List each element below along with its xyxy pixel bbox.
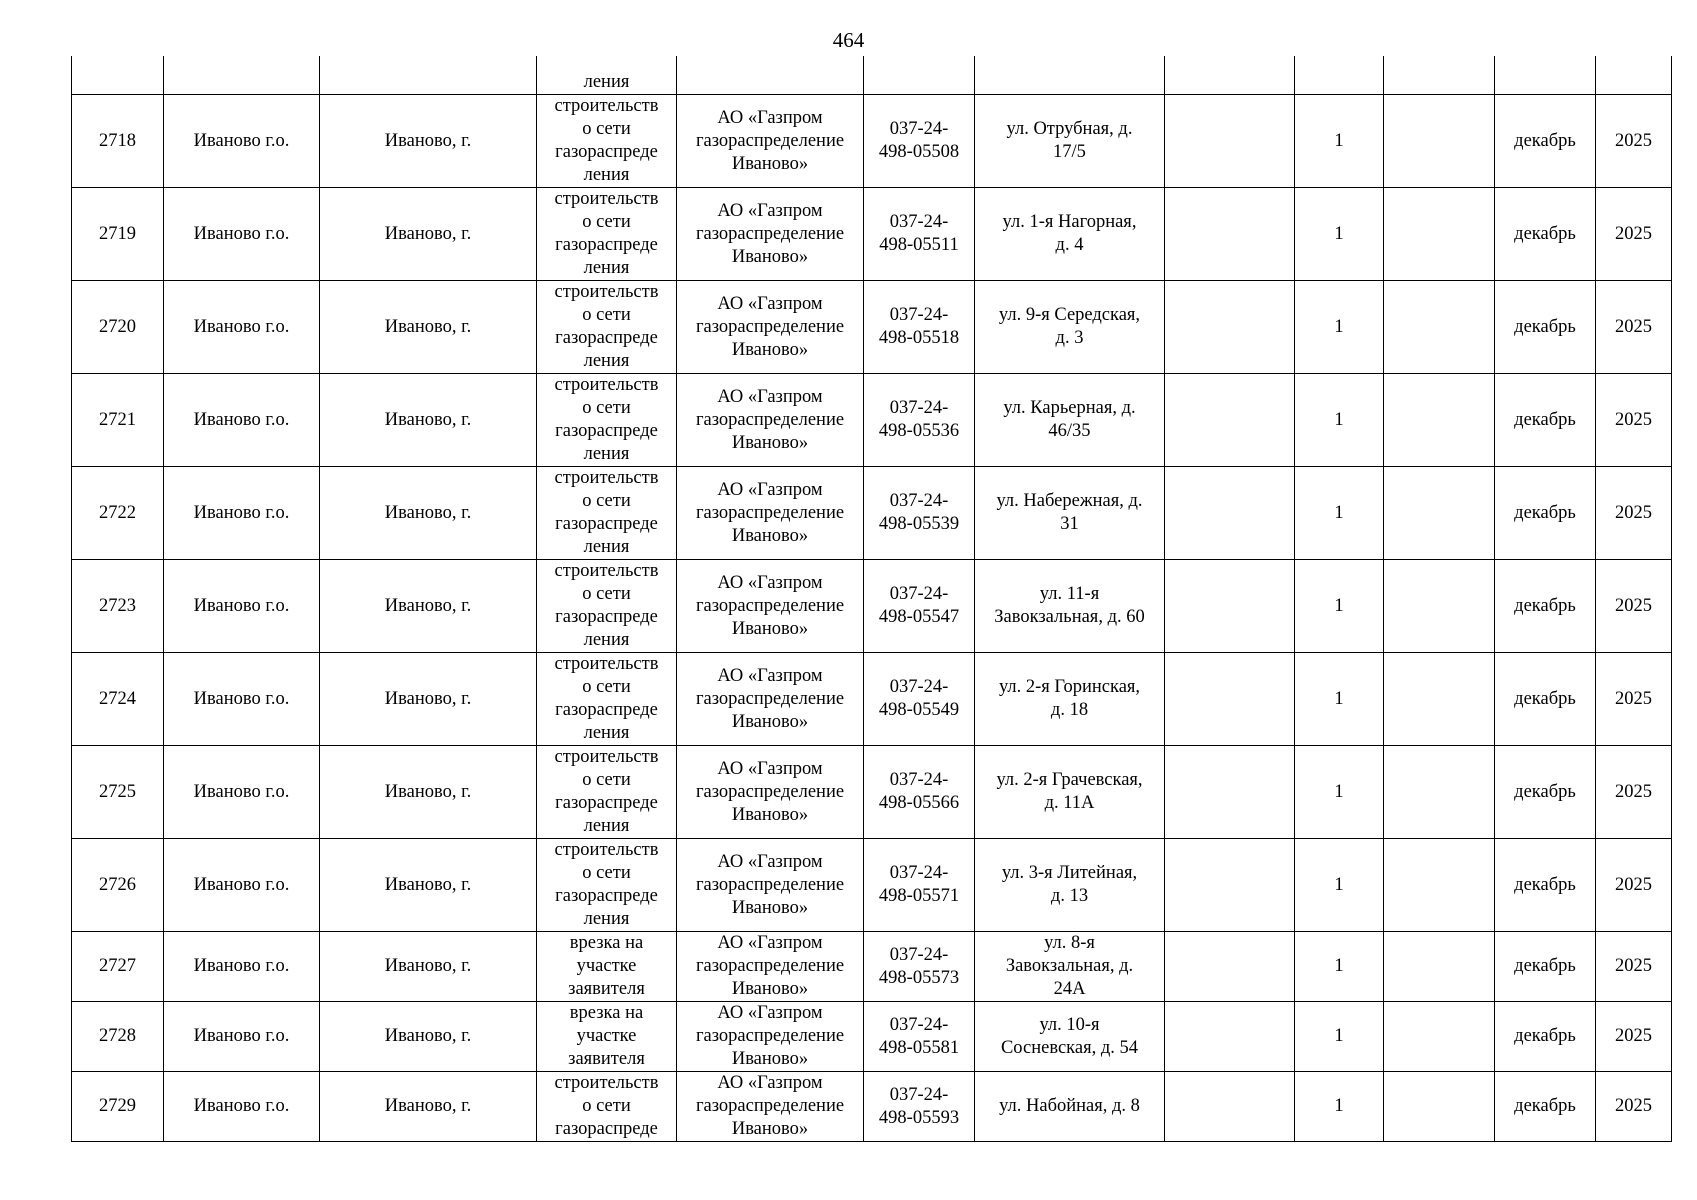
data-table (71, 56, 1672, 1142)
cell-month: декабрь (1495, 374, 1596, 467)
cell-address: ул. Набережная, д. 31 (975, 467, 1165, 560)
cell-col10 (1384, 95, 1495, 188)
cell-number: 2729 (72, 1072, 164, 1142)
cell-col8 (1165, 560, 1295, 653)
cell-code: 037-24- 498-05547 (864, 560, 975, 653)
table-row (72, 653, 1672, 746)
cell-col10 (1384, 467, 1495, 560)
cell-address: ул. 9-я Середская, д. 3 (975, 281, 1165, 374)
cell-organization: АО «Газпром газораспределение Иваново» (677, 1002, 864, 1072)
cell-address: ул. 11-я Завокзальная, д. 60 (975, 560, 1165, 653)
cell-col10 (1384, 839, 1495, 932)
cell-year: 2025 (1596, 1072, 1672, 1142)
table-row (72, 932, 1672, 1002)
cell-district: Иваново г.о. (164, 653, 320, 746)
cell-year: 2025 (1596, 560, 1672, 653)
cell-col8 (1165, 653, 1295, 746)
cell-month: декабрь (1495, 653, 1596, 746)
cell-number: 2722 (72, 467, 164, 560)
cell-code: 037-24- 498-05573 (864, 932, 975, 1002)
cell-month: декабрь (1495, 746, 1596, 839)
cell-count: 1 (1295, 374, 1384, 467)
cell-organization: АО «Газпром газораспределение Иваново» (677, 1072, 864, 1142)
cell-district: Иваново г.о. (164, 281, 320, 374)
cell-count: 1 (1295, 653, 1384, 746)
cell-col10 (1384, 1072, 1495, 1142)
cell-work-type: строительств о сети газораспреде ления (537, 746, 677, 839)
cell-code: 037-24- 498-05566 (864, 746, 975, 839)
page-number: 464 (832, 28, 865, 52)
cell-settlement: Иваново, г. (320, 932, 537, 1002)
cell-count: 1 (1295, 839, 1384, 932)
cell-number: 2723 (72, 560, 164, 653)
cell-address: ул. 2-я Горинская, д. 18 (975, 653, 1165, 746)
cell-count: 1 (1295, 1002, 1384, 1072)
cell-number: 2726 (72, 839, 164, 932)
cell-work-type: строительств о сети газораспреде ления (537, 653, 677, 746)
cell-district: Иваново г.о. (164, 374, 320, 467)
cell-month: декабрь (1495, 932, 1596, 1002)
cell-work-type: врезка на участке заявителя (537, 1002, 677, 1072)
table-row (72, 1002, 1672, 1072)
cell-number: 2721 (72, 374, 164, 467)
cell-code: 037-24- 498-05539 (864, 467, 975, 560)
cell-district: Иваново г.о. (164, 1002, 320, 1072)
cell-address (975, 56, 1165, 95)
cell-work-type: ления (537, 56, 677, 95)
cell-year (1596, 56, 1672, 95)
cell-settlement: Иваново, г. (320, 281, 537, 374)
cell-work-type: врезка на участке заявителя (537, 932, 677, 1002)
cell-year: 2025 (1596, 95, 1672, 188)
cell-code: 037-24- 498-05511 (864, 188, 975, 281)
cell-col10 (1384, 932, 1495, 1002)
table-row-fragment (72, 56, 1672, 95)
cell-work-type: строительств о сети газораспреде ления (537, 188, 677, 281)
cell-col8 (1165, 374, 1295, 467)
cell-organization: АО «Газпром газораспределение Иваново» (677, 932, 864, 1002)
cell-work-type: строительств о сети газораспреде ления (537, 467, 677, 560)
cell-organization: АО «Газпром газораспределение Иваново» (677, 467, 864, 560)
cell-year: 2025 (1596, 932, 1672, 1002)
cell-district (164, 56, 320, 95)
cell-district: Иваново г.о. (164, 1072, 320, 1142)
cell-address: ул. 8-я Завокзальная, д. 24А (975, 932, 1165, 1002)
cell-col8 (1165, 1072, 1295, 1142)
cell-district: Иваново г.о. (164, 839, 320, 932)
table-row (72, 95, 1672, 188)
cell-settlement: Иваново, г. (320, 746, 537, 839)
cell-col10 (1384, 281, 1495, 374)
cell-address: ул. 3-я Литейная, д. 13 (975, 839, 1165, 932)
cell-month: декабрь (1495, 281, 1596, 374)
cell-col8 (1165, 95, 1295, 188)
cell-month: декабрь (1495, 1072, 1596, 1142)
cell-count: 1 (1295, 1072, 1384, 1142)
cell-code (864, 56, 975, 95)
cell-col10 (1384, 560, 1495, 653)
cell-count (1295, 56, 1384, 95)
cell-address: ул. 2-я Грачевская, д. 11А (975, 746, 1165, 839)
cell-organization: АО «Газпром газораспределение Иваново» (677, 560, 864, 653)
cell-work-type: строительств о сети газораспреде ления (537, 839, 677, 932)
table-row (72, 188, 1672, 281)
cell-year: 2025 (1596, 1002, 1672, 1072)
cell-count: 1 (1295, 281, 1384, 374)
cell-col10 (1384, 1002, 1495, 1072)
cell-col8 (1165, 1002, 1295, 1072)
cell-organization: АО «Газпром газораспределение Иваново» (677, 374, 864, 467)
cell-col8 (1165, 56, 1295, 95)
cell-address: ул. Карьерная, д. 46/35 (975, 374, 1165, 467)
cell-district: Иваново г.о. (164, 746, 320, 839)
cell-col8 (1165, 467, 1295, 560)
cell-number: 2720 (72, 281, 164, 374)
cell-count: 1 (1295, 560, 1384, 653)
cell-col10 (1384, 188, 1495, 281)
cell-count: 1 (1295, 932, 1384, 1002)
cell-address: ул. Набойная, д. 8 (975, 1072, 1165, 1142)
cell-district: Иваново г.о. (164, 95, 320, 188)
cell-col10 (1384, 374, 1495, 467)
cell-code: 037-24- 498-05581 (864, 1002, 975, 1072)
cell-count: 1 (1295, 188, 1384, 281)
cell-organization: АО «Газпром газораспределение Иваново» (677, 188, 864, 281)
cell-year: 2025 (1596, 746, 1672, 839)
cell-organization: АО «Газпром газораспределение Иваново» (677, 281, 864, 374)
cell-number: 2724 (72, 653, 164, 746)
cell-code: 037-24- 498-05536 (864, 374, 975, 467)
cell-work-type: строительств о сети газораспреде ления (537, 560, 677, 653)
cell-year: 2025 (1596, 374, 1672, 467)
cell-month: декабрь (1495, 188, 1596, 281)
table-row (72, 746, 1672, 839)
cell-code: 037-24- 498-05518 (864, 281, 975, 374)
cell-number (72, 56, 164, 95)
cell-settlement: Иваново, г. (320, 374, 537, 467)
cell-settlement: Иваново, г. (320, 95, 537, 188)
cell-year: 2025 (1596, 188, 1672, 281)
cell-month: декабрь (1495, 560, 1596, 653)
cell-number: 2725 (72, 746, 164, 839)
cell-organization: АО «Газпром газораспределение Иваново» (677, 839, 864, 932)
table-row (72, 374, 1672, 467)
cell-district: Иваново г.о. (164, 560, 320, 653)
cell-col8 (1165, 839, 1295, 932)
cell-number: 2719 (72, 188, 164, 281)
cell-settlement: Иваново, г. (320, 467, 537, 560)
cell-address: ул. 10-я Сосневская, д. 54 (975, 1002, 1165, 1072)
cell-settlement: Иваново, г. (320, 188, 537, 281)
cell-col8 (1165, 932, 1295, 1002)
cell-code: 037-24- 498-05549 (864, 653, 975, 746)
cell-month: декабрь (1495, 839, 1596, 932)
table-row (72, 281, 1672, 374)
cell-code: 037-24- 498-05593 (864, 1072, 975, 1142)
cell-code: 037-24- 498-05508 (864, 95, 975, 188)
cell-work-type: строительств о сети газораспреде (537, 1072, 677, 1142)
cell-year: 2025 (1596, 467, 1672, 560)
table-body (72, 56, 1672, 1142)
cell-settlement: Иваново, г. (320, 1002, 537, 1072)
cell-month: декабрь (1495, 1002, 1596, 1072)
cell-organization (677, 56, 864, 95)
table-row (72, 467, 1672, 560)
cell-work-type: строительств о сети газораспреде ления (537, 95, 677, 188)
cell-count: 1 (1295, 746, 1384, 839)
cell-number: 2728 (72, 1002, 164, 1072)
cell-number: 2718 (72, 95, 164, 188)
cell-settlement: Иваново, г. (320, 1072, 537, 1142)
cell-work-type: строительств о сети газораспреде ления (537, 374, 677, 467)
cell-col8 (1165, 746, 1295, 839)
cell-month: декабрь (1495, 467, 1596, 560)
cell-col10 (1384, 653, 1495, 746)
cell-address: ул. 1-я Нагорная, д. 4 (975, 188, 1165, 281)
cell-number: 2727 (72, 932, 164, 1002)
cell-settlement (320, 56, 537, 95)
table-row (72, 560, 1672, 653)
cell-year: 2025 (1596, 839, 1672, 932)
cell-organization: АО «Газпром газораспределение Иваново» (677, 95, 864, 188)
cell-count: 1 (1295, 467, 1384, 560)
cell-col8 (1165, 281, 1295, 374)
cell-settlement: Иваново, г. (320, 560, 537, 653)
cell-settlement: Иваново, г. (320, 653, 537, 746)
cell-col10 (1384, 56, 1495, 95)
cell-month: декабрь (1495, 95, 1596, 188)
table-row (72, 839, 1672, 932)
cell-address: ул. Отрубная, д. 17/5 (975, 95, 1165, 188)
cell-year: 2025 (1596, 653, 1672, 746)
cell-col8 (1165, 188, 1295, 281)
cell-district: Иваново г.о. (164, 188, 320, 281)
cell-district: Иваново г.о. (164, 932, 320, 1002)
cell-district: Иваново г.о. (164, 467, 320, 560)
cell-year: 2025 (1596, 281, 1672, 374)
cell-settlement: Иваново, г. (320, 839, 537, 932)
cell-code: 037-24- 498-05571 (864, 839, 975, 932)
cell-organization: АО «Газпром газораспределение Иваново» (677, 653, 864, 746)
cell-count: 1 (1295, 95, 1384, 188)
cell-month (1495, 56, 1596, 95)
cell-organization: АО «Газпром газораспределение Иваново» (677, 746, 864, 839)
cell-work-type: строительств о сети газораспреде ления (537, 281, 677, 374)
table-row (72, 1072, 1672, 1142)
cell-col10 (1384, 746, 1495, 839)
